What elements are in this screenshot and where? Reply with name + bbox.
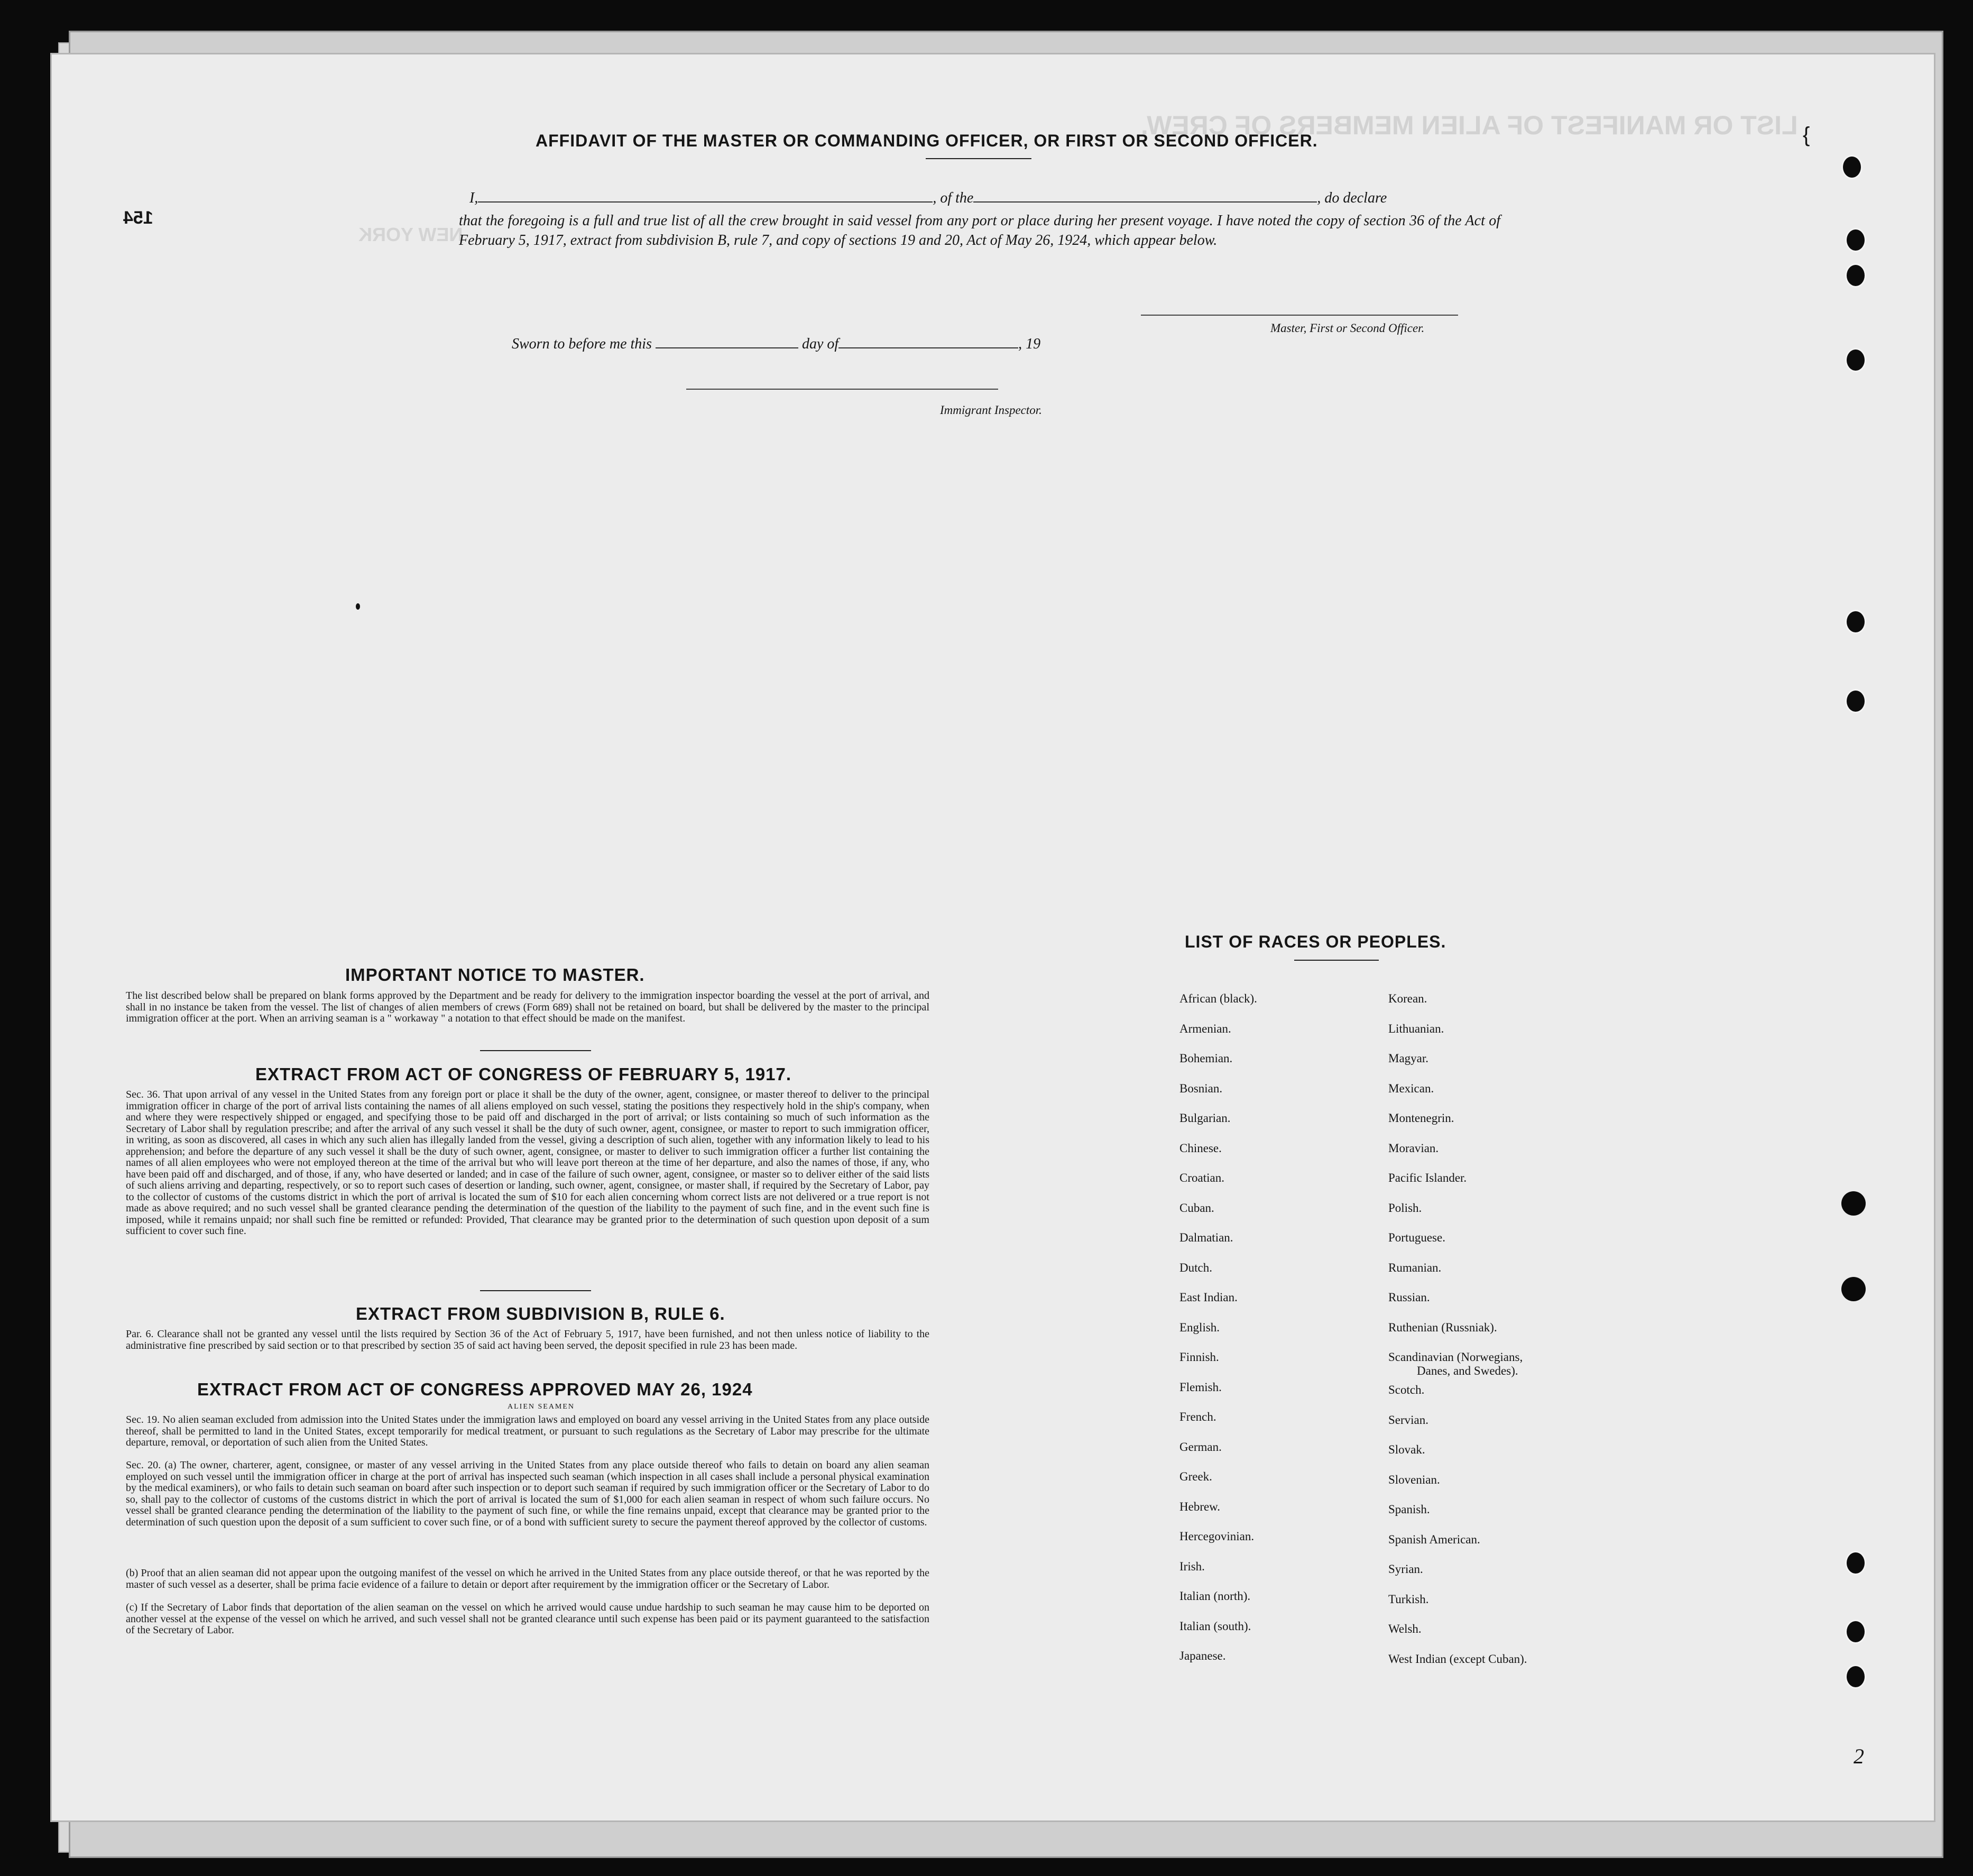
bleedthrough-header: LIST OR MANIFEST OF ALIEN MEMBERS OF CREW. — [1141, 111, 1798, 140]
affidavit-do-declare: , do declare — [1317, 190, 1387, 206]
binding-hole — [1845, 1551, 1866, 1575]
subdivision-body: Par. 6. Clearance shall not be granted any vessel until the lists required by Section 36 of the Act of February 5, 1917, have been furnished, and not then unless notice of liability to the administrative fine prescribed by said section or to that prescribed by section 35 of said act having been served, the deposit specified in rule 23 has been made. — [126, 1328, 929, 1351]
race-item: African (black). — [1179, 992, 1257, 1005]
extract-1924-title: EXTRACT FROM ACT OF CONGRESS APPROVED MAY 26, 1924 — [197, 1380, 753, 1399]
notice-rule — [480, 1050, 591, 1051]
race-item: Cuban. — [1179, 1201, 1214, 1215]
affidavit-title-rule — [926, 158, 1031, 159]
race-item: East Indian. — [1179, 1291, 1238, 1304]
extract-1924-sec20c: (c) If the Secretary of Labor finds that deportation of the alien seaman on the vessel on which he arrived would cause undue hardship to such seaman he may cause him to be deported on another vessel at the expense of the vessel on which he arrived, and such vessel shall not be granted clearance until such expense has been paid or its payment guaranteed to the satisfaction of the Secretary of Labor. — [126, 1602, 929, 1636]
race-item: Scotch. — [1388, 1383, 1425, 1396]
race-item: Dalmatian. — [1179, 1231, 1233, 1244]
race-item: Montenegrin. — [1388, 1111, 1454, 1125]
bleedthrough-port: NEW YORK — [358, 224, 463, 245]
sworn-month-blank[interactable] — [838, 347, 1018, 348]
race-item: Pacific Islander. — [1388, 1171, 1467, 1184]
race-item-text: Scandinavian (Norwegians, — [1388, 1350, 1523, 1364]
race-item: Welsh. — [1388, 1622, 1422, 1635]
subdivision-title: EXTRACT FROM SUBDIVISION B, RULE 6. — [356, 1304, 725, 1323]
extract-1917-title: EXTRACT FROM ACT OF CONGRESS OF FEBRUARY 5, 1917. — [255, 1064, 792, 1084]
sworn-day-blank[interactable] — [656, 347, 798, 348]
document-page — [50, 53, 1935, 1822]
extract-1924-subtitle: ALIEN SEAMEN — [508, 1403, 575, 1411]
notice-title: IMPORTANT NOTICE TO MASTER. — [345, 965, 645, 985]
race-item: Spanish. — [1388, 1503, 1430, 1516]
notice-body: The list described below shall be prepared on blank forms approved by the Department and be ready for delivery to the immigration inspector boarding the vessel at the port of arrival, and shall in no instance be taken from the vessel. The list of changes of alien members of crews (Form 689) shall not be retained on board, but shall be delivered by the master to the principal immigration officer at the port. When an arriving seaman is a " workaway " a notation to that effect should be made on the manifest. — [126, 990, 929, 1024]
sworn-line — [512, 336, 1040, 353]
race-item: Ruthenian (Russniak). — [1388, 1320, 1497, 1334]
race-item: Slovak. — [1388, 1443, 1425, 1456]
race-item: Chinese. — [1179, 1141, 1222, 1155]
race-item: Hercegovinian. — [1179, 1530, 1255, 1543]
extract-1917-rule — [480, 1290, 591, 1291]
affidavit-title: AFFIDAVIT OF THE MASTER OR COMMANDING OFFICER, OR FIRST OR SECOND OFFICER. — [536, 131, 1318, 150]
races-rule — [1294, 960, 1379, 961]
signature-line[interactable] — [1141, 315, 1458, 316]
race-item: Slovenian. — [1388, 1473, 1440, 1486]
affidavit-declaration-line — [469, 190, 1500, 207]
binding-hole — [1845, 610, 1866, 634]
race-item: Moravian. — [1388, 1141, 1439, 1155]
race-item: Polish. — [1388, 1201, 1422, 1215]
race-item: Italian (south). — [1179, 1619, 1251, 1633]
binding-hole — [1841, 155, 1863, 179]
race-item: Syrian. — [1388, 1562, 1423, 1576]
extract-1924-sec19: Sec. 19. No alien seaman excluded from admission into the United States under the immigration laws and employed on board any vessel arriving in the United States from any place outside thereof, shall be permitted to land in the United States, except temporarily for medical treatment, or pursuant to such regulations as the Secretary of Labor may prescribe for the ultimate departure, removal, or deportation of such alien from the United States. — [126, 1414, 929, 1448]
extract-1924-sec20a: Sec. 20. (a) The owner, charterer, agent, consignee, or master of any vessel arriving in the United States from any place outside thereof who fails to detain on board any alien seaman employed on such vessel until the immigration officer in charge at the port of arrival has inspected such seaman (which inspection in all cases shall include a personal physical examination by the medical examiners), or who fails to detain such seaman on board after such inspection or to deport such seaman if required by such immigration officer or the Secretary of Labor to do so, shall pay to the collector of customs of the customs district in which the port of arrival is located the sum of $1,000 for each alien seaman in respect of whom such failure occurs. No vessel shall be granted clearance pending the determination of the liability to the payment of such fine, or while the fine remains unpaid, except that clearance may be granted prior to the determination of such question upon the deposit of a sum sufficient to cover such fine, or of a bond with sufficient surety to secure the payment thereof approved by the collector of customs. — [126, 1459, 929, 1528]
race-item: Servian. — [1388, 1413, 1429, 1427]
extract-1917-body: Sec. 36. That upon arrival of any vessel in the United States from any foreign port or place it shall be the duty of the owner, agent, consignee, or master thereof to deliver to the principal immigration officer in charge of the port of arrival lists containing the names of all aliens employed on such vessel, stating the positions they respectively hold in the ship's company, when and where they were respectively shipped or engaged, and specifying those to be paid off and discharged in the port of arrival; or lists containing so much of such information as the Secretary of Labor shall by regulation prescribe; and after the arrival of any such vessel it shall be the duty of such owner, agent, consignee, or master to report to such immigration officer, in writing, as soon as discovered, all cases in which any such alien has illegally landed from the vessel, giving a description of such alien, together with any information likely to lead to his apprehension; and before the departure of any such vessel it shall be the duty of such owner, agent, consignee, or master to deliver to such immigration officer a further list containing the names of all alien employees who were not employed thereon at the time of the arrival but who will leave port thereon at the time of her departure, and also the names of those, if any, who have been paid off and discharged, and of those, if any, who have deserted or landed; and in case of the failure of such owner, agent, consignee, or master so to deliver either of the said lists of such aliens arriving and departing, respectively, or so to report such cases of desertion or landing, such owner, agent, consignee, or master shall, if required by the Secretary of Labor, pay to the collector of customs of the customs district in which the port of arrival is located the sum of $10 for each alien concerning whom correct lists are not delivered or a true report is not made as above required; and no such vessel shall be granted clearance pending the determination of the question of the liability to the payment of such fine, and in the event such fine is imposed, while it remains unpaid; nor shall such fine be remitted or refunded: Provided, That clearance may be granted prior to the determination of such question upon deposit of a sum sufficient to cover such fine. — [126, 1089, 929, 1237]
affidavit-of-the: , of the — [933, 190, 974, 206]
race-item: Dutch. — [1179, 1261, 1212, 1274]
race-item: Bohemian. — [1179, 1052, 1233, 1065]
race-item: Greek. — [1179, 1470, 1212, 1483]
race-item: Spanish American. — [1388, 1532, 1480, 1546]
margin-mark: 154 — [123, 208, 153, 228]
race-item: Hebrew. — [1179, 1500, 1221, 1513]
affidavit-body: that the foregoing is a full and true list of all the crew brought in said vessel from any port or place during her present voyage. I have noted the copy of section 36 of the Act of February 5, 1917, extract from subdivision B, rule 7, and copy of sections 19 and 20, Act of May 26, 1924, which appear below. — [459, 213, 1500, 249]
races-title: LIST OF RACES OR PEOPLES. — [1185, 932, 1446, 951]
race-item — [1388, 1350, 1527, 1383]
binding-hole — [1845, 1665, 1866, 1689]
binding-hole — [1845, 228, 1866, 252]
sworn-label: Sworn to before me this — [512, 336, 652, 352]
affidavit-i-label: I, — [469, 190, 478, 206]
race-item: Korean. — [1388, 992, 1427, 1005]
inspector-caption: Immigrant Inspector. — [940, 403, 1042, 417]
race-item: French. — [1179, 1410, 1216, 1423]
race-item: Finnish. — [1179, 1350, 1219, 1364]
signature-caption: Master, First or Second Officer. — [1270, 321, 1425, 335]
binding-hole — [1845, 348, 1866, 372]
binding-hole — [1845, 689, 1866, 713]
binding-hole — [1845, 263, 1866, 288]
race-item: Bosnian. — [1179, 1081, 1223, 1095]
race-item: Mexican. — [1388, 1081, 1434, 1095]
race-item: English. — [1179, 1320, 1220, 1334]
race-item: Flemish. — [1179, 1380, 1222, 1394]
race-item: Italian (north). — [1179, 1589, 1251, 1603]
binding-hole — [1841, 1277, 1866, 1301]
year-label: , 19 — [1018, 336, 1041, 352]
extract-1924-sec20b: (b) Proof that an alien seaman did not appear upon the outgoing manifest of the vessel on which he arrived in the United States from any place outside thereof, or that he was reported by the master of such vessel as a deserter, shall be prima facie evidence of a failure to detain or deport after requirement by the immigration officer or the Secretary of Labor. — [126, 1567, 929, 1590]
race-item-continuation: Danes, and Swedes). — [1417, 1364, 1518, 1377]
races-right-column — [1388, 992, 1527, 1682]
corner-number: 2 — [1854, 1744, 1864, 1768]
race-item: German. — [1179, 1440, 1222, 1454]
inspector-signature-line[interactable] — [686, 389, 998, 390]
race-item: Croatian. — [1179, 1171, 1224, 1184]
binding-hole — [1845, 1620, 1866, 1644]
race-item: Japanese. — [1179, 1649, 1226, 1662]
name-blank[interactable] — [478, 201, 933, 203]
binding-hole — [1841, 1191, 1866, 1216]
race-item: Lithuanian. — [1388, 1022, 1444, 1035]
race-item: Armenian. — [1179, 1022, 1231, 1035]
race-item: West Indian (except Cuban). — [1388, 1652, 1527, 1666]
races-left-column — [1179, 992, 1257, 1679]
race-item: Magyar. — [1388, 1052, 1429, 1065]
stray-mark — [356, 603, 360, 610]
race-item: Irish. — [1179, 1559, 1205, 1573]
race-item: Portuguese. — [1388, 1231, 1445, 1244]
day-of-label: day of — [801, 336, 839, 352]
vessel-blank[interactable] — [973, 201, 1317, 203]
corner-bracket-mark: { — [1803, 123, 1810, 146]
race-item: Rumanian. — [1388, 1261, 1442, 1274]
race-item: Turkish. — [1388, 1592, 1429, 1606]
race-item: Bulgarian. — [1179, 1111, 1231, 1125]
race-item: Russian. — [1388, 1291, 1430, 1304]
